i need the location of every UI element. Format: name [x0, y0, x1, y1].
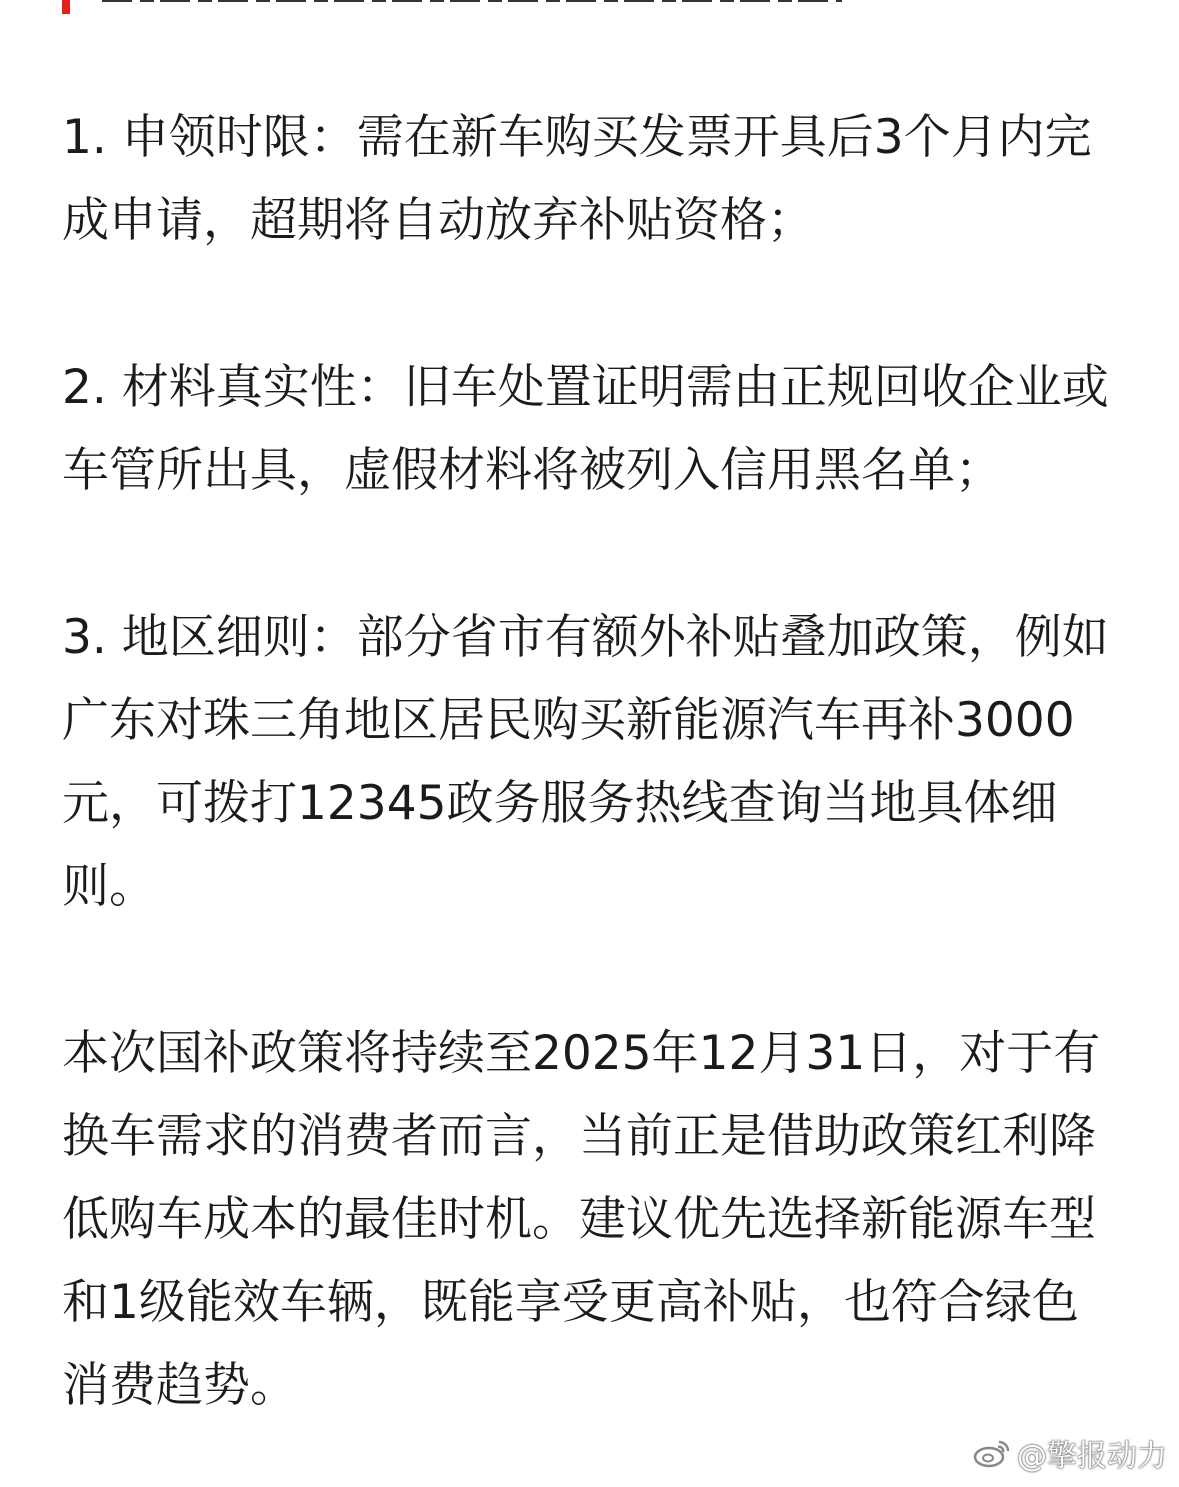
- heading-text-clipped: [102, 0, 842, 2]
- paragraph-policy-summary: 本次国补政策将持续至2025年12月31日，对于有换车需求的消费者而言，当前正是借助政策红利降低购车成本的最佳时机。建议优先选择新能源车型和1级能效车辆，既能享受更高补贴，也符合绿色消费趋势。: [62, 1026, 1101, 1413]
- article-body: [62, 96, 1122, 1427]
- paragraph-material-authenticity: 2. 材料真实性：旧车处置证明需由正规回收企业或车管所出具，虚假材料将被列入信用黑名单；: [62, 360, 1109, 498]
- paragraph-application-deadline: 1. 申领时限：需在新车购买发票开具后3个月内完成申请，超期将自动放弃补贴资格；: [62, 110, 1092, 248]
- weibo-watermark: [973, 1431, 1167, 1475]
- section-heading-cut-off: [62, 0, 962, 14]
- heading-accent-bar: [62, 0, 70, 14]
- weibo-logo-icon: [973, 1438, 1011, 1468]
- watermark-text: @擎报动力: [1017, 1439, 1167, 1474]
- paragraph-regional-rules: 3. 地区细则：部分省市有额外补贴叠加政策，例如广东对珠三角地区居民购买新能源汽车再补3000元，可拨打12345政务服务热线查询当地具体细则。: [62, 610, 1109, 914]
